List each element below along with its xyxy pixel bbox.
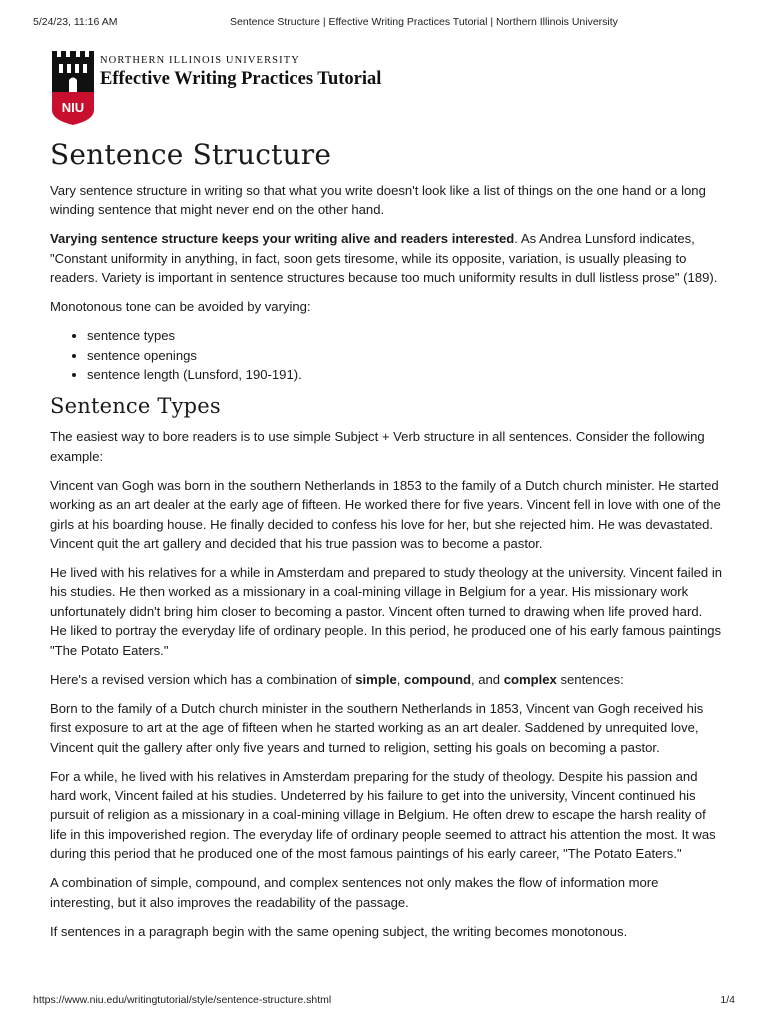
logo-niu-text: NIU [61,100,85,115]
monotonous-paragraph: Monotonous tone can be avoided by varying: [50,299,311,315]
list-item: • sentence length (Lunsford, 190-191). [87,365,722,384]
text-run: Here's a revised version which has a combination of [50,671,356,687]
lunsford-paragraph [50,229,722,287]
paragraph: If sentences in a paragraph begin with the same opening subject, the writing becomes monotonous. [50,923,628,939]
list-item: • sentence openings [87,346,722,365]
lunsford-quote: . As Andrea Lunsford indicates, "Constant uniformity in anything, in fact, soon gets tiresome, while its opposite, variation, is usually pleasing to readers. Variety is important in sentence structures because too much uniformity results in dull listless prose" (189). [50,231,718,286]
paragraph: A combination of simple, compound, and complex sentences not only makes the flow of information more interesting, but it also improves the readability of the passage. [50,875,659,910]
text-run: , [396,671,405,687]
term-compound: compound [404,671,471,687]
print-datetime: 5/24/23, 11:16 AM [33,16,118,28]
paragraph: The easiest way to bore readers is to use simple Subject + Verb structure in all sentences. Consider the following example: [50,429,705,464]
revised-intro-paragraph [50,670,722,689]
print-url[interactable]: https://www.niu.edu/writingtutorial/style/sentence-structure.shtml [33,994,332,1006]
university-name: NORTHERN ILLINOIS UNIVERSITY [100,55,300,66]
intro-paragraph: Vary sentence structure in writing so that what you write doesn't look like a list of things on the one hand or a long winding sentence that might never end on the other hand. [50,183,706,218]
term-complex: complex [503,671,557,687]
variation-list [50,326,722,384]
list-item: • sentence types [87,326,722,345]
key-point-bold: Varying sentence structure keeps your writing alive and readers interested [50,231,515,247]
niu-logo-icon [51,50,95,125]
example-paragraph: He lived with his relatives for a while in Amsterdam and prepared to study theology at the university. Vincent failed in his studies. He then worked as a missionary in a coal-mining village in Belgium for a year. His missionary work unfortunately didn't bring him closer to becoming a pastor. Vincent often turned to drawing when life proved hard. He liked to portray the everyday life of ordinary people. In this period, he produced one of his early famous paintings "The Potato Eaters." [50,565,723,658]
text-run: , and [470,671,504,687]
revised-paragraph: Born to the family of a Dutch church minister in the southern Netherlands in 1853, Vincent van Gogh received his first exposure to art at the age of fifteen when he started working as an art dealer. Saddened by unrequited love, Vincent quit the gallery after only five years and turned to religion, setting his goals on becoming a pastor. [50,700,704,755]
site-title[interactable]: Effective Writing Practices Tutorial [100,69,382,89]
print-page-number: 1/4 [720,994,735,1006]
article-content [50,138,722,951]
brand-text [100,55,381,90]
page-title: Sentence Structure [50,138,332,171]
text-run: sentences: [556,671,624,687]
print-page-title: Sentence Structure | Effective Writing Practices Tutorial | Northern Illinois University [230,16,618,28]
revised-paragraph: For a while, he lived with his relatives in Amsterdam preparing for the study of theology. Despite his passion and hard work, Vincent failed at his studies. Undeterred by his failure to get into the university, Vincent continued his pursuit of religion as a missionary in a coal-mining village in Belgium. He often drew to escape the harsh reality of life in this impoverished region. The everyday life of ordinary people seemed to attract his attention the most. It was during this period that he produced one of the most famous paintings of his early career, "The Potato Eaters." [50,768,716,862]
section-title-sentence-types: Sentence Types [50,394,221,419]
example-paragraph: Vincent van Gogh was born in the southern Netherlands in 1853 to the family of a Dutch church minister. He started working as an art dealer at the early age of fifteen. He worked there for five years. Vincent fell in love with one of the girls at his boarding house. He finally decided to confess his love for her, but she rejected him. He was devastated. Vincent quit the art gallery and decided that his true passion was to become a pastor. [50,477,721,552]
term-simple: simple [355,671,397,687]
